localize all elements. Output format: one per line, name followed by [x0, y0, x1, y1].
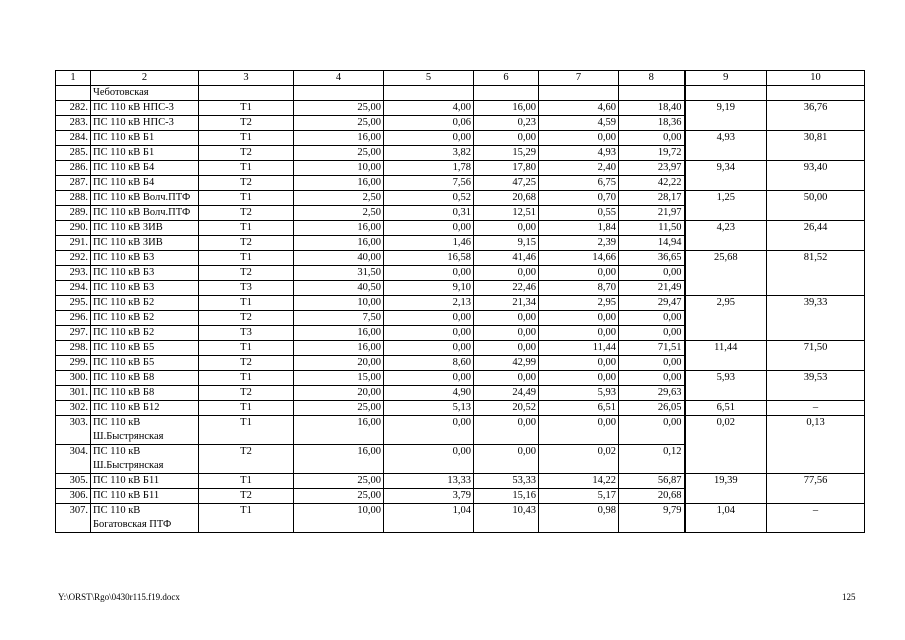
col-6-value: 0,00: [474, 326, 539, 341]
col-8-value: 29,63: [619, 386, 685, 401]
header-row: [56, 71, 865, 86]
col-7-value: 0,00: [539, 266, 619, 281]
col-8-value: 56,87: [619, 474, 685, 489]
col-5-value: 0,00: [384, 221, 474, 236]
col-6-value: 0,00: [474, 266, 539, 281]
col-7-value: 6,75: [539, 176, 619, 191]
col-4-value: 16,00: [294, 176, 384, 191]
header-cell: 8: [619, 71, 685, 86]
col-6-value: 0,00: [474, 131, 539, 146]
transformer: Т1: [199, 101, 294, 116]
col-5-value: 3,82: [384, 146, 474, 161]
col-7-value: 8,70: [539, 281, 619, 296]
table-row: [56, 474, 865, 489]
col-4-value: 7,50: [294, 311, 384, 326]
col-5-value: 0,00: [384, 131, 474, 146]
col-6-value: 41,46: [474, 251, 539, 266]
transformer: Т1: [199, 296, 294, 311]
col-9-value: 5,93: [685, 371, 767, 401]
col-7-value: 0,70: [539, 191, 619, 206]
transformer: Т2: [199, 311, 294, 326]
substation-name: ПС 110 кВ Б8: [91, 386, 199, 401]
transformer: Т2: [199, 146, 294, 161]
col-9-value: 0,02: [685, 416, 767, 474]
col-6-value: 0,00: [474, 416, 539, 445]
col-10-value: 50,00: [767, 191, 865, 221]
header-cell: 6: [474, 71, 539, 86]
col-7-value: 0,00: [539, 311, 619, 326]
col-5-value: 0,00: [384, 371, 474, 386]
col-7-value: 0,55: [539, 206, 619, 221]
row-number: 287.: [56, 176, 91, 191]
row-number: 295.: [56, 296, 91, 311]
substation-name: ПС 110 кВ Б3: [91, 251, 199, 266]
substation-name: ПС 110 кВ НПС-3: [91, 101, 199, 116]
col-5-value: [384, 86, 474, 101]
col-10-value: 77,56: [767, 474, 865, 504]
transformer: Т2: [199, 236, 294, 251]
col-4-value: 2,50: [294, 191, 384, 206]
col-9-value: 25,68: [685, 251, 767, 296]
col-5-value: 0,00: [384, 326, 474, 341]
col-7-value: 0,00: [539, 326, 619, 341]
col-4-value: 40,50: [294, 281, 384, 296]
col-5-value: 0,00: [384, 445, 474, 474]
col-8-value: 18,36: [619, 116, 685, 131]
table-row: [56, 101, 865, 116]
col-8-value: 18,40: [619, 101, 685, 116]
col-7-value: 4,93: [539, 146, 619, 161]
substation-name: ПС 110 кВ Б1: [91, 146, 199, 161]
row-number: 305.: [56, 474, 91, 489]
col-6-value: 0,00: [474, 221, 539, 236]
col-5-value: 2,13: [384, 296, 474, 311]
row-number: 290.: [56, 221, 91, 236]
row-number: [56, 86, 91, 101]
col-7-value: 2,39: [539, 236, 619, 251]
col-7-value: 0,00: [539, 131, 619, 146]
row-number: 292.: [56, 251, 91, 266]
col-9-value: 9,19: [685, 101, 767, 131]
col-4-value: 10,00: [294, 296, 384, 311]
col-8-value: 42,22: [619, 176, 685, 191]
col-5-value: 0,06: [384, 116, 474, 131]
col-5-value: 1,46: [384, 236, 474, 251]
substation-name: ПС 110 кВ Б2: [91, 326, 199, 341]
col-10-value: 0,13: [767, 416, 865, 474]
col-8-value: 28,17: [619, 191, 685, 206]
col-8-value: 20,68: [619, 489, 685, 504]
col-6-value: 24,49: [474, 386, 539, 401]
col-5-value: 0,52: [384, 191, 474, 206]
substation-name: ПС 110 кВ ЗИВ: [91, 221, 199, 236]
substation-name: ПС 110 кВ Б12: [91, 401, 199, 416]
footer-file-path: Y:\ORST\Rgo\0430r115.f19.docx: [58, 592, 180, 602]
table-row: [56, 341, 865, 356]
col-4-value: 25,00: [294, 146, 384, 161]
col-4-value: 20,00: [294, 386, 384, 401]
table-row: [56, 401, 865, 416]
table-body: [56, 71, 865, 533]
row-number: 303.: [56, 416, 91, 445]
col-10-value: 26,44: [767, 221, 865, 251]
substation-name: ПС 110 кВ ЗИВ: [91, 236, 199, 251]
row-number: 299.: [56, 356, 91, 371]
col-6-value: 53,33: [474, 474, 539, 489]
transformer: Т1: [199, 341, 294, 356]
col-4-value: 16,00: [294, 341, 384, 356]
substation-name: Чеботовская: [91, 86, 199, 101]
substation-name: ПС 110 кВ Б5: [91, 356, 199, 371]
header-cell: 2: [91, 71, 199, 86]
col-5-value: 0,00: [384, 341, 474, 356]
table-row: [56, 221, 865, 236]
col-6-value: 0,00: [474, 341, 539, 356]
col-8-value: 0,00: [619, 326, 685, 341]
col-9-value: 19,39: [685, 474, 767, 504]
col-5-value: 4,00: [384, 101, 474, 116]
col-5-value: 13,33: [384, 474, 474, 489]
col-10-value: 30,81: [767, 131, 865, 161]
col-7-value: 11,44: [539, 341, 619, 356]
col-9-value: 6,51: [685, 401, 767, 416]
col-6-value: 12,51: [474, 206, 539, 221]
col-4-value: 16,00: [294, 221, 384, 236]
row-number: 285.: [56, 146, 91, 161]
row-number: 297.: [56, 326, 91, 341]
col-8-value: 0,00: [619, 371, 685, 386]
col-7-value: 6,51: [539, 401, 619, 416]
transformer: Т2: [199, 356, 294, 371]
col-8-value: 0,00: [619, 416, 685, 445]
substation-name: ПС 110 кВ Б2: [91, 311, 199, 326]
col-7-value: 2,40: [539, 161, 619, 176]
transformer: Т2: [199, 266, 294, 281]
col-5-value: 16,58: [384, 251, 474, 266]
transformer: Т1: [199, 504, 294, 533]
col-8-value: 0,00: [619, 131, 685, 146]
header-cell: 3: [199, 71, 294, 86]
col-10-value: [767, 86, 865, 101]
col-7-value: 4,59: [539, 116, 619, 131]
col-4-value: 16,00: [294, 416, 384, 445]
row-number: 293.: [56, 266, 91, 281]
col-6-value: 42,99: [474, 356, 539, 371]
transformer: Т1: [199, 221, 294, 236]
col-6-value: 20,52: [474, 401, 539, 416]
col-4-value: 16,00: [294, 131, 384, 146]
transformer: [199, 86, 294, 101]
transformer: Т1: [199, 416, 294, 445]
col-10-value: –: [767, 504, 865, 533]
col-4-value: 10,00: [294, 161, 384, 176]
row-number: 282.: [56, 101, 91, 116]
col-9-value: 1,04: [685, 504, 767, 533]
substation-name: ПС 110 кВ Б8: [91, 371, 199, 386]
col-9-value: 4,93: [685, 131, 767, 161]
col-4-value: 2,50: [294, 206, 384, 221]
table-row: [56, 416, 865, 445]
col-4-value: 25,00: [294, 489, 384, 504]
col-4-value: [294, 86, 384, 101]
col-5-value: 3,79: [384, 489, 474, 504]
col-6-value: 16,00: [474, 101, 539, 116]
col-7-value: 0,00: [539, 371, 619, 386]
transformer: Т1: [199, 401, 294, 416]
transformer: Т1: [199, 191, 294, 206]
col-5-value: 9,10: [384, 281, 474, 296]
transformer: Т3: [199, 326, 294, 341]
col-5-value: 1,78: [384, 161, 474, 176]
row-number: 294.: [56, 281, 91, 296]
col-4-value: 25,00: [294, 101, 384, 116]
col-8-value: 36,65: [619, 251, 685, 266]
row-number: 289.: [56, 206, 91, 221]
col-7-value: 0,98: [539, 504, 619, 533]
col-4-value: 15,00: [294, 371, 384, 386]
page-number: 125: [842, 592, 856, 602]
table-row: [56, 504, 865, 533]
substation-name: ПС 110 кВ Ш.Быстрянская: [91, 416, 199, 445]
col-10-value: 93,40: [767, 161, 865, 191]
col-8-value: 9,79: [619, 504, 685, 533]
col-4-value: 16,00: [294, 236, 384, 251]
row-number: 288.: [56, 191, 91, 206]
substation-name: ПС 110 кВ Б3: [91, 266, 199, 281]
col-6-value: 10,43: [474, 504, 539, 533]
col-7-value: 2,95: [539, 296, 619, 311]
header-cell: 5: [384, 71, 474, 86]
col-4-value: 40,00: [294, 251, 384, 266]
col-8-value: 0,00: [619, 311, 685, 326]
col-5-value: 5,13: [384, 401, 474, 416]
col-8-value: 71,51: [619, 341, 685, 356]
table-row: [56, 191, 865, 206]
col-4-value: 25,00: [294, 116, 384, 131]
table-row: [56, 86, 865, 101]
col-4-value: 16,00: [294, 445, 384, 474]
row-number: 301.: [56, 386, 91, 401]
col-8-value: 23,97: [619, 161, 685, 176]
col-4-value: 31,50: [294, 266, 384, 281]
col-6-value: 15,29: [474, 146, 539, 161]
col-8-value: 21,49: [619, 281, 685, 296]
col-6-value: 17,80: [474, 161, 539, 176]
col-7-value: 1,84: [539, 221, 619, 236]
substation-name: ПС 110 кВ Б11: [91, 474, 199, 489]
transformer: Т1: [199, 161, 294, 176]
col-8-value: 0,00: [619, 266, 685, 281]
col-5-value: 0,00: [384, 266, 474, 281]
col-4-value: 25,00: [294, 474, 384, 489]
col-9-value: 4,23: [685, 221, 767, 251]
substation-name: ПС 110 кВ НПС-3: [91, 116, 199, 131]
table-row: [56, 296, 865, 311]
col-7-value: 0,00: [539, 416, 619, 445]
col-9-value: [685, 86, 767, 101]
header-cell: 4: [294, 71, 384, 86]
col-6-value: 0,00: [474, 311, 539, 326]
transformer: Т2: [199, 116, 294, 131]
col-8-value: 21,97: [619, 206, 685, 221]
transformer: Т2: [199, 386, 294, 401]
col-10-value: 39,33: [767, 296, 865, 341]
col-6-value: 0,23: [474, 116, 539, 131]
transformer: Т1: [199, 474, 294, 489]
col-4-value: 20,00: [294, 356, 384, 371]
col-7-value: 0,00: [539, 356, 619, 371]
substation-name: ПС 110 кВ Ш.Быстрянская: [91, 445, 199, 474]
col-7-value: 14,66: [539, 251, 619, 266]
row-number: 286.: [56, 161, 91, 176]
transformer: Т1: [199, 251, 294, 266]
substation-name: ПС 110 кВ Б1: [91, 131, 199, 146]
col-8-value: 26,05: [619, 401, 685, 416]
substation-name: ПС 110 кВ Б4: [91, 161, 199, 176]
col-5-value: 7,56: [384, 176, 474, 191]
header-cell: 7: [539, 71, 619, 86]
col-9-value: 11,44: [685, 341, 767, 371]
col-8-value: 14,94: [619, 236, 685, 251]
col-6-value: [474, 86, 539, 101]
col-9-value: 1,25: [685, 191, 767, 221]
col-6-value: 0,00: [474, 445, 539, 474]
substation-name: ПС 110 кВ Волч.ПТФ: [91, 191, 199, 206]
col-4-value: 10,00: [294, 504, 384, 533]
row-number: 284.: [56, 131, 91, 146]
col-8-value: 19,72: [619, 146, 685, 161]
table-row: [56, 371, 865, 386]
col-5-value: 0,31: [384, 206, 474, 221]
col-10-value: 71,50: [767, 341, 865, 371]
col-10-value: 36,76: [767, 101, 865, 131]
col-6-value: 0,00: [474, 371, 539, 386]
col-7-value: 5,17: [539, 489, 619, 504]
col-10-value: 81,52: [767, 251, 865, 296]
header-cell: 1: [56, 71, 91, 86]
substation-name: ПС 110 кВ Б5: [91, 341, 199, 356]
row-number: 302.: [56, 401, 91, 416]
row-number: 291.: [56, 236, 91, 251]
table-row: [56, 251, 865, 266]
col-5-value: 4,90: [384, 386, 474, 401]
col-5-value: 1,04: [384, 504, 474, 533]
substation-name: ПС 110 кВ Б2: [91, 296, 199, 311]
substation-name: ПС 110 кВ Б11: [91, 489, 199, 504]
col-8-value: 29,47: [619, 296, 685, 311]
row-number: 307.: [56, 504, 91, 533]
col-4-value: 16,00: [294, 326, 384, 341]
col-4-value: 25,00: [294, 401, 384, 416]
header-cell: 10: [767, 71, 865, 86]
col-7-value: [539, 86, 619, 101]
col-7-value: 0,02: [539, 445, 619, 474]
substation-name: ПС 110 кВ Волч.ПТФ: [91, 206, 199, 221]
transformer: Т1: [199, 131, 294, 146]
col-6-value: 9,15: [474, 236, 539, 251]
transformer: Т1: [199, 371, 294, 386]
row-number: 283.: [56, 116, 91, 131]
col-9-value: 9,34: [685, 161, 767, 191]
table-row: [56, 131, 865, 146]
substation-name: ПС 110 кВ Богатовская ПТФ: [91, 504, 199, 533]
col-8-value: 0,00: [619, 356, 685, 371]
transformer: Т3: [199, 281, 294, 296]
transformer: Т2: [199, 206, 294, 221]
row-number: 300.: [56, 371, 91, 386]
col-5-value: 0,00: [384, 416, 474, 445]
col-5-value: 0,00: [384, 311, 474, 326]
col-8-value: [619, 86, 685, 101]
header-cell: 9: [685, 71, 767, 86]
col-9-value: 2,95: [685, 296, 767, 341]
row-number: 298.: [56, 341, 91, 356]
col-6-value: 47,25: [474, 176, 539, 191]
col-10-value: 39,53: [767, 371, 865, 401]
row-number: 304.: [56, 445, 91, 474]
transformer: Т2: [199, 489, 294, 504]
col-8-value: 0,12: [619, 445, 685, 474]
col-8-value: 11,50: [619, 221, 685, 236]
row-number: 296.: [56, 311, 91, 326]
col-10-value: –: [767, 401, 865, 416]
col-7-value: 5,93: [539, 386, 619, 401]
col-5-value: 8,60: [384, 356, 474, 371]
row-number: 306.: [56, 489, 91, 504]
col-6-value: 15,16: [474, 489, 539, 504]
data-table: [55, 70, 865, 533]
col-6-value: 22,46: [474, 281, 539, 296]
col-6-value: 20,68: [474, 191, 539, 206]
col-7-value: 4,60: [539, 101, 619, 116]
table-row: [56, 161, 865, 176]
transformer: Т2: [199, 176, 294, 191]
substation-name: ПС 110 кВ Б4: [91, 176, 199, 191]
col-6-value: 21,34: [474, 296, 539, 311]
transformer: Т2: [199, 445, 294, 474]
substation-name: ПС 110 кВ Б3: [91, 281, 199, 296]
col-7-value: 14,22: [539, 474, 619, 489]
